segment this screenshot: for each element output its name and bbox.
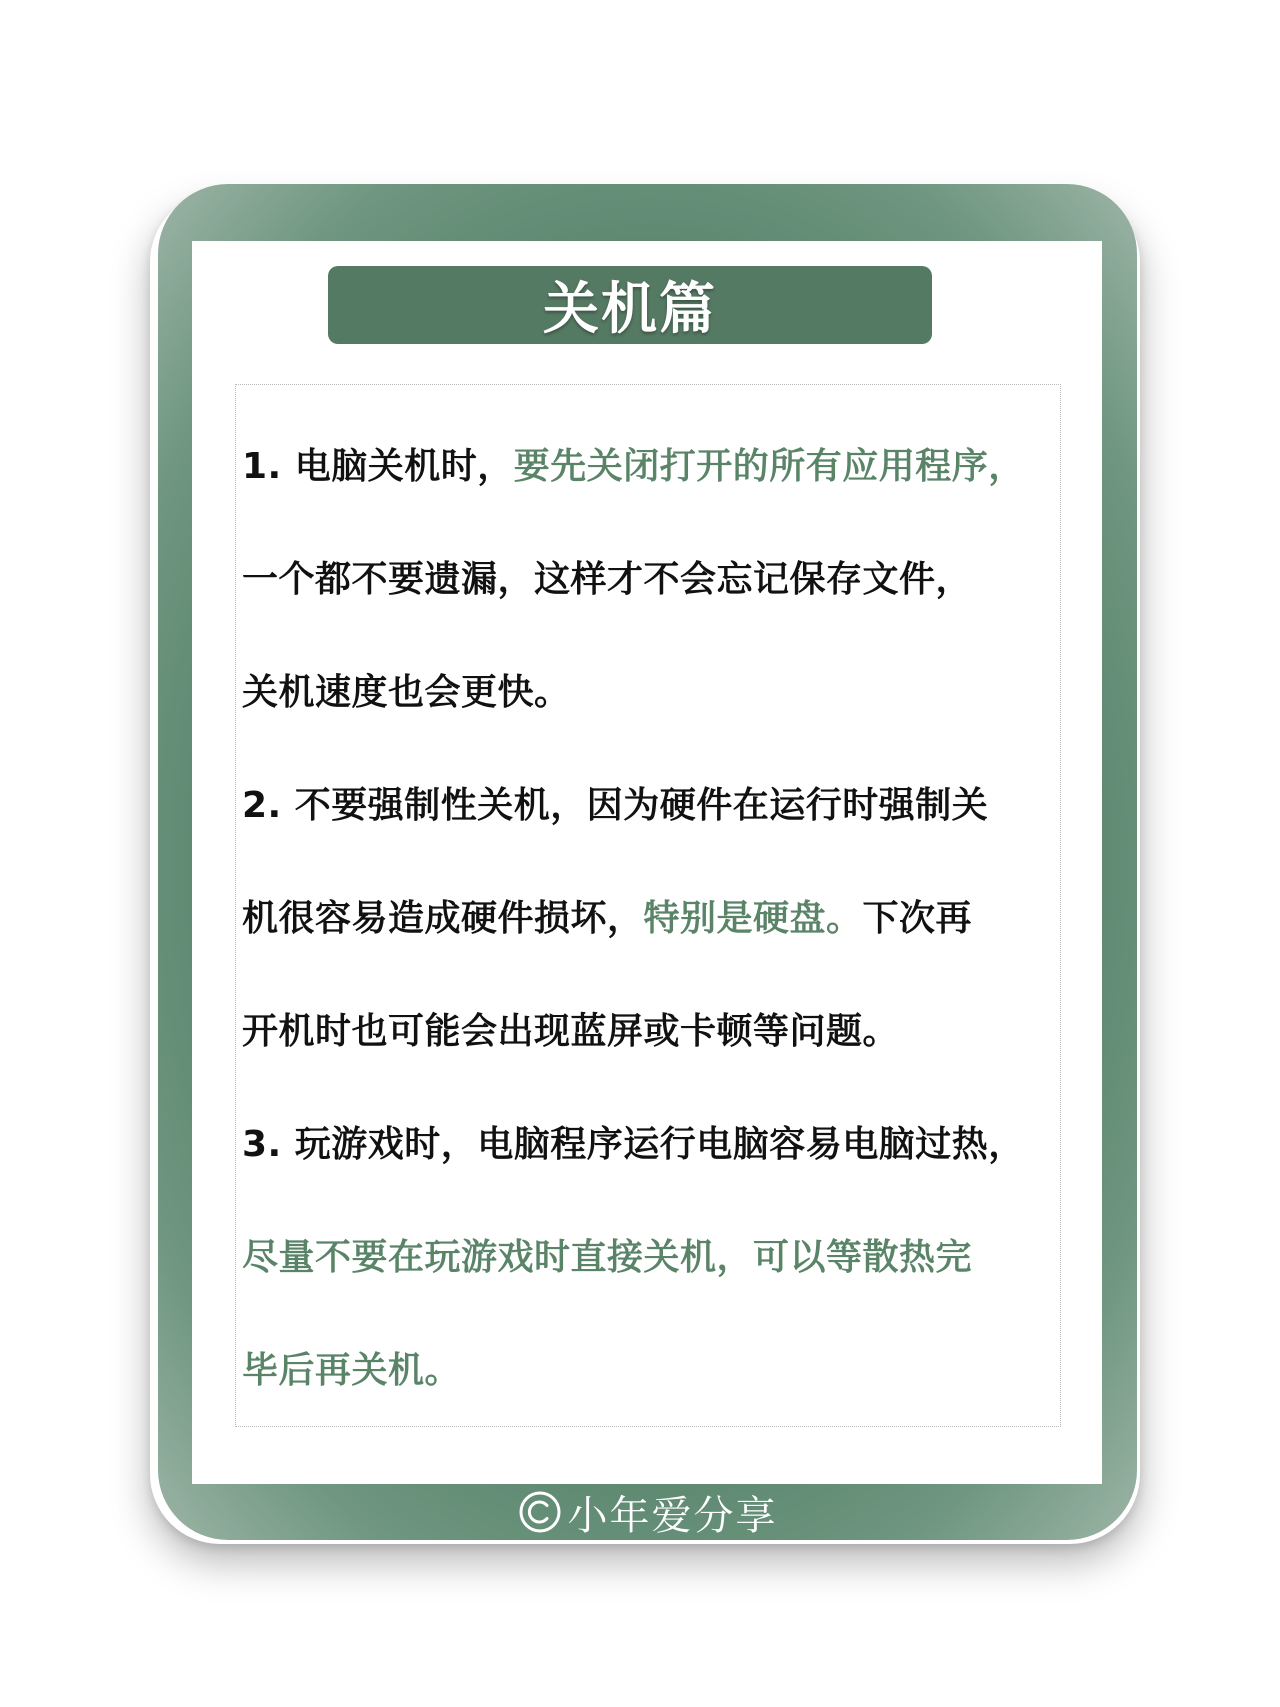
title-bar [328, 266, 932, 344]
body-text: 3. 玩游戏时，电脑程序运行电脑容易电脑过热， [242, 1124, 1025, 1165]
highlight-text: 毕后再关机。 [242, 1350, 462, 1391]
body-text: 机很容易造成硬件损坏， [242, 898, 644, 939]
content-line [242, 862, 1072, 975]
content-line [242, 410, 1072, 523]
content-line [242, 975, 1072, 1088]
content-line [242, 636, 1072, 749]
content-line [242, 1088, 1072, 1201]
content-line [242, 523, 1072, 636]
content-line [242, 749, 1072, 862]
copyright-icon [518, 1490, 562, 1534]
footer-author: 小年爱分享 [567, 1492, 778, 1539]
body-text: 2. 不要强制性关机，因为硬件在运行时强制关 [242, 785, 989, 826]
content-line [242, 1314, 1072, 1427]
content-line [242, 1201, 1072, 1314]
content-body [242, 410, 1072, 1427]
body-text: 开机时也可能会出现蓝屏或卡顿等问题。 [242, 1011, 900, 1052]
body-text: 下次再 [862, 898, 973, 939]
highlight-text: 特别是硬盘。 [643, 898, 863, 939]
page-title: 关机篇 [543, 277, 717, 342]
footer [158, 1484, 1137, 1540]
highlight-text: 尽量不要在玩游戏时直接关机，可以等散热完 [242, 1237, 973, 1278]
body-text: 关机速度也会更快。 [242, 672, 571, 713]
highlight-text: 要先关闭打开的所有应用程序， [513, 446, 1025, 487]
body-text: 一个都不要遗漏，这样才不会忘记保存文件， [242, 559, 973, 600]
body-text: 1. 电脑关机时， [242, 446, 514, 487]
